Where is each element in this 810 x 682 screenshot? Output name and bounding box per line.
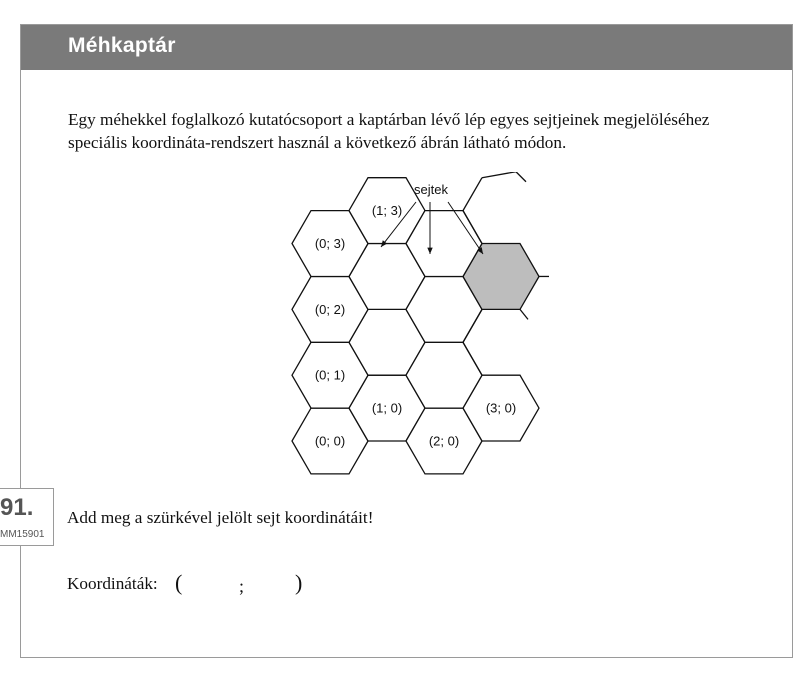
answer-separator: ; — [239, 576, 245, 596]
answer-close-paren: ) — [295, 570, 303, 595]
honeycomb-figure — [278, 172, 578, 490]
cell-label: (1; 3) — [371, 203, 403, 219]
intro-line-2: speciális koordináta-rendszert használ a következő ábrán látható módon. — [68, 133, 567, 152]
open-edge — [516, 172, 526, 182]
answer-row — [67, 570, 303, 596]
task-number: 91. — [0, 494, 34, 521]
page-title: Méhkaptár — [68, 34, 176, 57]
intro-text — [68, 108, 788, 154]
task-code: MM15901 — [0, 529, 45, 540]
cell-label: (0; 3) — [314, 236, 346, 252]
figure-label: sejtek — [414, 182, 448, 197]
honeycomb-cells — [292, 178, 539, 474]
cell-label: (1; 0) — [371, 400, 403, 416]
cell-label: (2; 0) — [428, 433, 460, 449]
answer-label: Koordináták: — [67, 574, 158, 593]
answer-open-paren: ( — [175, 570, 183, 595]
question-text: Add meg a szürkével jelölt sejt koordinátáit! — [67, 508, 374, 527]
header-bar — [21, 25, 792, 70]
cell-label: (3; 0) — [485, 400, 517, 416]
cell-label: (0; 1) — [314, 367, 346, 383]
cell-label: (0; 2) — [314, 301, 346, 317]
cell-label: (0; 0) — [314, 433, 346, 449]
open-edge — [482, 172, 516, 178]
open-edge — [463, 178, 482, 211]
intro-line-1: Egy méhekkel foglalkozó kutatócsoport a kaptárban lévő lép egyes sejtjeinek megjelöléséhez — [68, 110, 710, 129]
open-edge — [520, 309, 528, 319]
